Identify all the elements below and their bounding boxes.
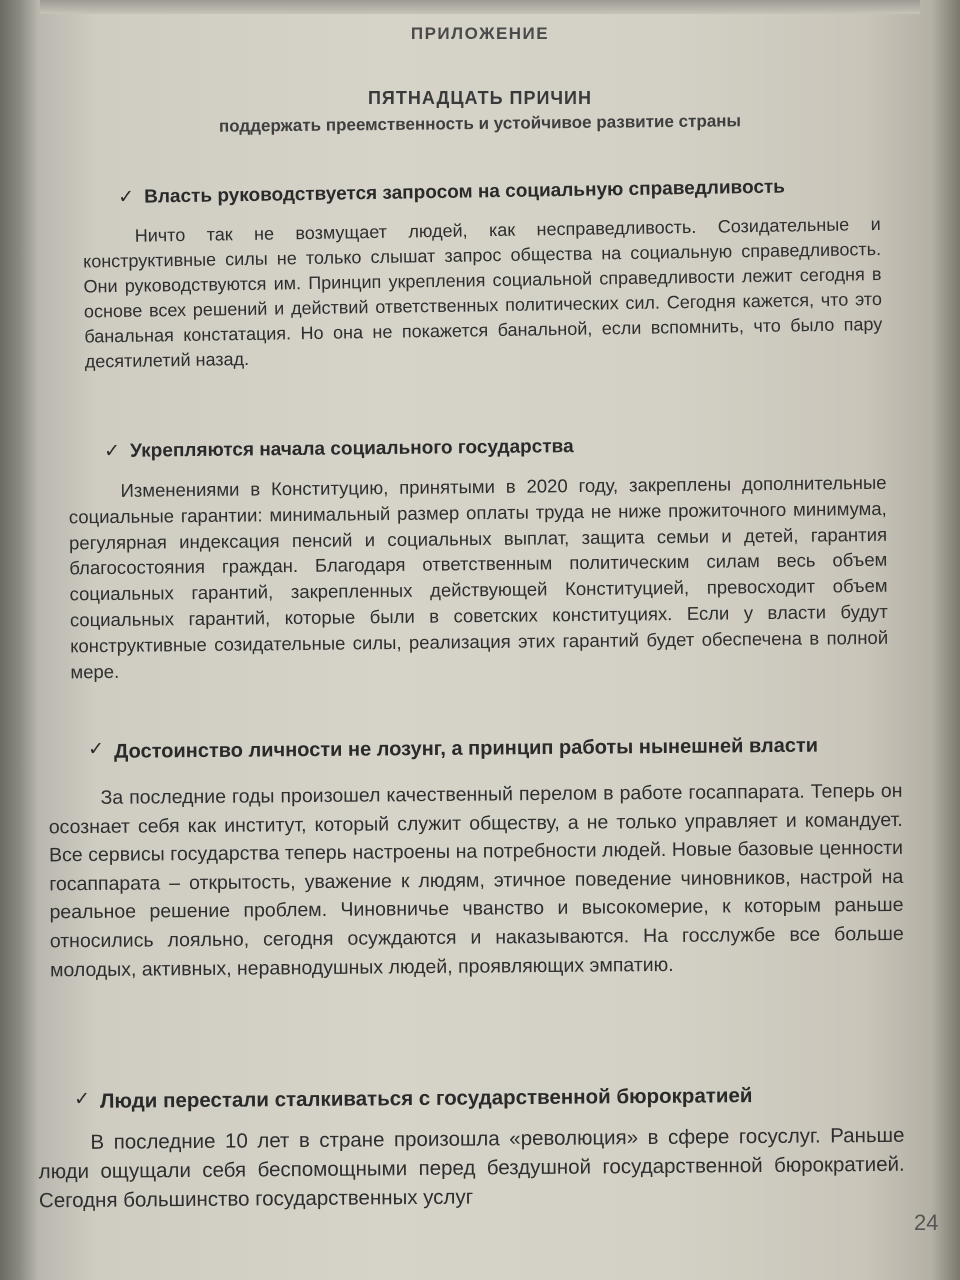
section-paragraph: Ничто так не возмущает людей, как несправедливость. Созидательные и конструктивные силы не только слышат запрос общества на социальную справедливость. Они руководствуются им. Принцип укрепления социальной справедливости лежит сегодня в основе всех решений и действий ответственных политических сил. Сегодня кажется, что это банальная констатация. Но она не покажется банальной, если вспомнить, что было пару десятилетий назад. <box>83 214 883 372</box>
section-1 <box>83 174 883 374</box>
document-title: ПЯТНАДЦАТЬ ПРИЧИН <box>367 88 592 108</box>
section-3 <box>48 731 904 984</box>
page-number: 24 <box>914 1210 939 1235</box>
section-heading-text: Укрепляются начала социального государства <box>130 436 574 462</box>
section-heading <box>74 1081 884 1116</box>
document-subtitle: поддержать преемственность и устойчивое развитие страны <box>218 111 742 136</box>
checkmark-icon: ✓ <box>74 1088 91 1110</box>
section-heading <box>88 731 898 766</box>
document-page <box>30 0 939 1280</box>
section-heading <box>104 432 886 464</box>
section-2 <box>68 432 889 685</box>
section-paragraph: Изменениями в Конституцию, принятыми в 2020 году, закреплены дополнительные социальные гарантии: минимальный размер оплаты труда не ниже прожиточного минимума, регулярная индексация пенсий и социальных выплат, защита семьи и детей, гарантия благосостояния граждан. Благодаря ответственным политическим силам весь объем социальных гарантий, закрепленных действующей Конституцией, превосходит объем социальных гарантий, которые были в советских конституциях. Если у власти будут конструктивные созидательные силы, реализация этих гарантий будет обеспечена в полной мере. <box>68 471 889 682</box>
checkmark-icon: ✓ <box>118 186 135 208</box>
section-heading <box>118 174 870 210</box>
checkmark-icon: ✓ <box>104 440 121 462</box>
running-head: ПРИЛОЖЕНИЕ <box>410 24 550 43</box>
section-heading-text: Достоинство личности не лозунг, а принцип работы нынешней власти <box>114 734 819 763</box>
section-paragraph: За последние годы произошел качественный перелом в работе госаппарата. Теперь он осознает себя как институт, который служит обществу, а не только управляет и командует. Все сервисы государства теперь настроены на потребности людей. Новые базовые ценности госаппарата – открытость, уважение к людям, этичное поведение чиновников, настрой на реальное решение проблем. Чиновничье чванство и высокомерие, к которым раньше относились лояльно, сегодня осуждаются и наказываются. На госслужбе все больше молодых, активных, неравнодушных людей, проявляющих эмпатию. <box>48 779 904 981</box>
section-4 <box>38 1081 905 1215</box>
section-heading-text: Власть руководствуется запросом на социальную справедливость <box>144 176 786 208</box>
section-heading-text: Люди перестали сталкиваться с государственной бюрократией <box>100 1084 753 1113</box>
section-paragraph: В последние 10 лет в стране произошла «революция» в сфере госуслуг. Раньше люди ощущали себя беспомощными перед бездушной государственной бюрократией. Сегодня большинство государственных услуг <box>38 1123 905 1213</box>
checkmark-icon: ✓ <box>88 738 105 760</box>
